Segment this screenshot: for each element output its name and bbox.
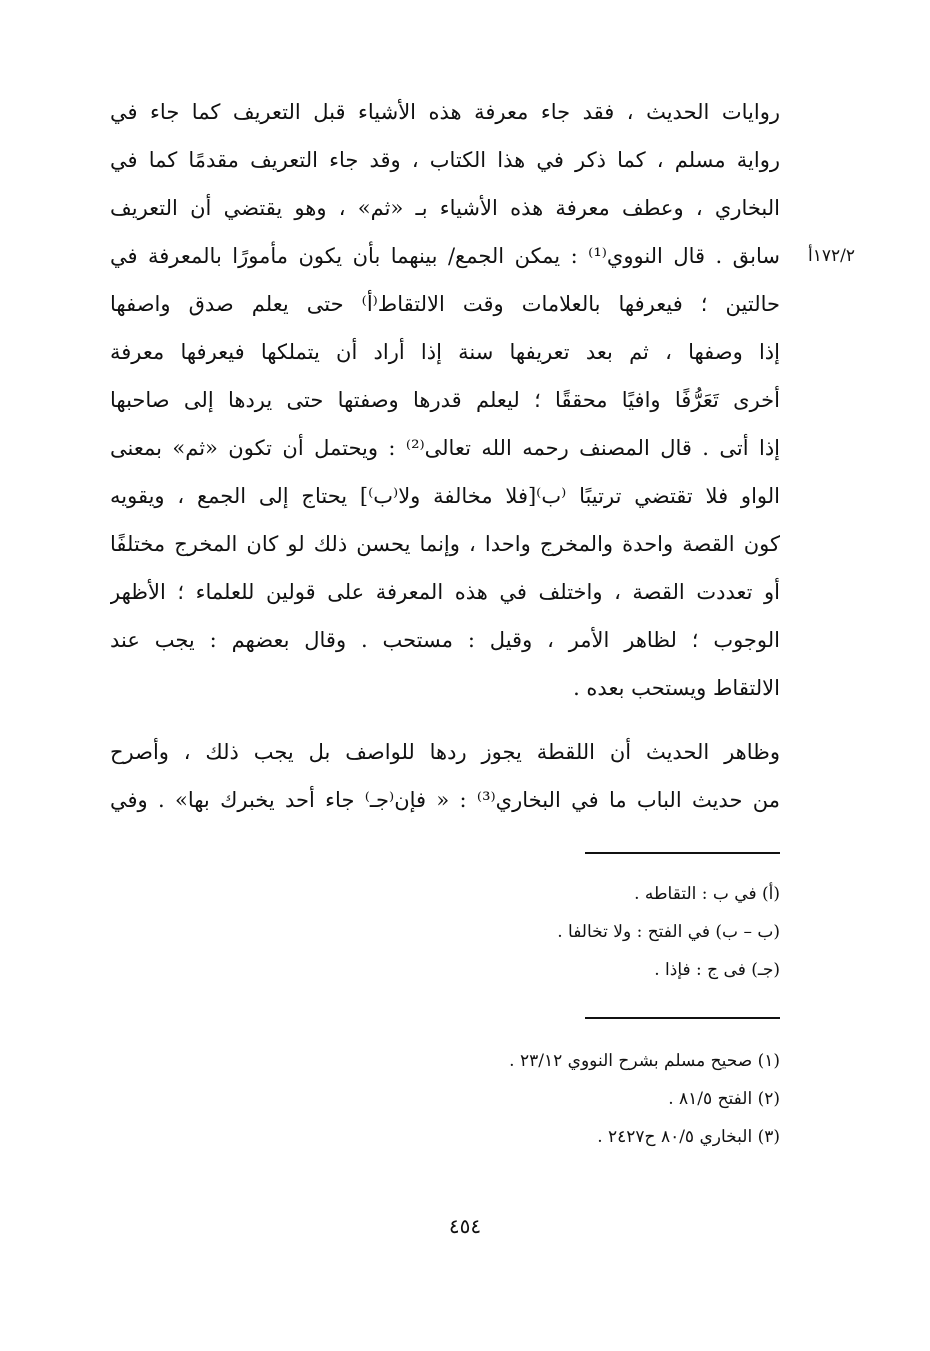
text-line: إذا أتى . قال المصنف رحمه الله تعالى⁽²⁾ : ويحتمل أن تكون «ثم» بمعنى <box>110 436 780 460</box>
variant-notes <box>400 875 780 989</box>
text-line: كون القصة واحدة والمخرج واحدا ، وإنما يحسن ذلك لو كان المخرج مختلفًا <box>110 532 780 556</box>
text-line: رواية مسلم ، كما ذكر في هذا الكتاب ، وقد جاء التعريف مقدمًا كما في <box>110 148 780 172</box>
source-note: (٢) الفتح ٨١/٥ . <box>668 1089 780 1109</box>
text-line: البخاري ، وعطف معرفة هذه الأشياء بـ «ثم» ، وهو يقتضي أن التعريف <box>110 196 780 220</box>
text-line: حالتين ؛ فيعرفها بالعلامات وقت الالتقاط⁽أ⁾ حتى يعلم صدق واصفها <box>110 292 780 316</box>
source-notes <box>400 1042 780 1156</box>
text-line: روايات الحديث ، فقد جاء معرفة هذه الأشياء قبل التعريف كما جاء في <box>110 100 780 124</box>
variant-note: (أ) في ب : التقاطه . <box>634 884 780 904</box>
manuscript-folio-reference: ١٧٢/٢أ <box>808 246 855 266</box>
source-note: (٣) البخاري ٨٠/٥ ح٢٤٢٧ . <box>597 1127 780 1147</box>
text-line: سابق . قال النووي⁽¹⁾ : يمكن الجمع/ بينهما بأن يكون مأمورًا بالمعرفة في <box>110 244 780 268</box>
page-number: ٤٥٤ <box>448 1214 482 1238</box>
text-line: الواو فلا تقتضي ترتيبًا ⁽ب⁾[فلا مخالفة ولا⁽ب⁾] يحتاج إلى الجمع ، ويقويه <box>110 484 780 508</box>
text-line: من حديث الباب ما في البخاري⁽³⁾ : « فإن⁽جـ⁾ جاء أحد يخبرك بها» . وفي <box>110 788 780 812</box>
text-line: أخرى تَعَرُّفًا وافيًا محققًا ؛ ليعلم قدرها وصفتها حتى يردها إلى صاحبها <box>110 388 780 412</box>
text-line: الالتقاط ويستحب بعده . <box>573 676 780 700</box>
text-line: إذا وصفها ، ثم بعد تعريفها سنة إذا أراد أن يتملكها فيعرفها معرفة <box>110 340 780 364</box>
variant-note: (ب – ب) في الفتح : ولا تخالفا . <box>557 922 780 942</box>
variant-note: (جـ) فى ج : فإذا . <box>654 960 780 980</box>
footnote-divider <box>585 852 780 854</box>
text-line: أو تعددت القصة ، واختلف في هذه المعرفة على قولين للعلماء ؛ الأظهر <box>110 580 780 604</box>
source-note: (١) صحيح مسلم بشرح النووي ٢٣/١٢ . <box>509 1051 780 1071</box>
main-text <box>110 88 780 824</box>
paragraph-gap <box>110 712 780 728</box>
text-line: وظاهر الحديث أن اللقطة يجوز ردها للواصف بل يجب ذلك ، وأصرح <box>110 740 780 764</box>
text-line: الوجوب ؛ لظاهر الأمر ، وقيل : مستحب . وقال بعضهم : يجب عند <box>110 628 780 652</box>
footnote-divider <box>585 1017 780 1019</box>
